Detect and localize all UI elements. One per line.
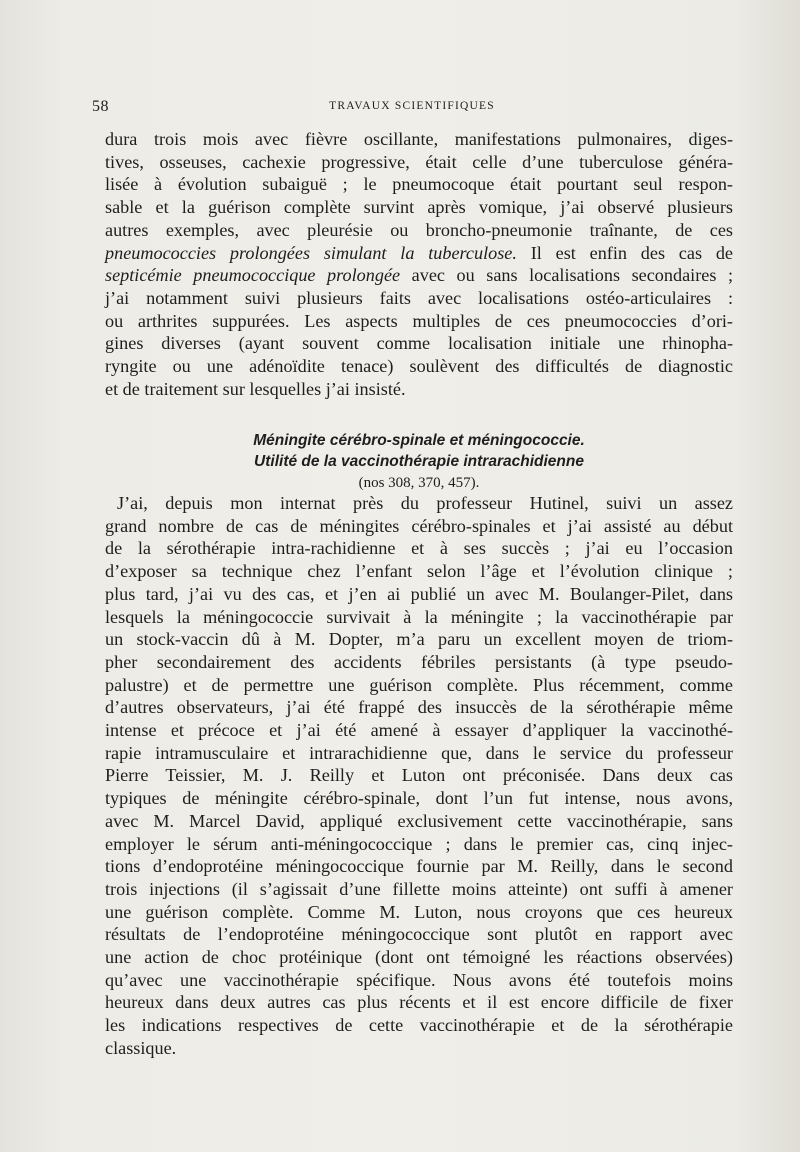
text-line: tions d’endoprotéine méningococcique fournie par M. Reilly, dans le second bbox=[105, 856, 733, 877]
paragraph-pneumococcies bbox=[105, 128, 733, 400]
text-fragment: avec ou sans localisations secondaires ; bbox=[400, 265, 734, 286]
text-line: trois injections (il s’agissait d’une fillette moins atteinte) ont suffi à amener bbox=[105, 878, 733, 899]
text-fragment: Il est enfin des cas de bbox=[516, 242, 733, 263]
section-title-line1: Méningite cérébro-spinale et méningococcie. bbox=[253, 432, 585, 449]
text-line: lisée à évolution subaiguë ; le pneumocoque était pourtant seul respon- bbox=[105, 174, 733, 195]
text-line: gines diverses (ayant souvent comme localisation initiale une rhinopha- bbox=[105, 333, 733, 354]
text-line: d’exposer sa technique chez l’enfant selon l’âge et l’évolution clinique ; bbox=[105, 561, 733, 582]
text-line: de la sérothérapie intra-rachidienne et à ses succès ; j’ai eu l’occasion bbox=[105, 538, 733, 559]
text-line: pher secondairement des accidents fébriles persistants (à type pseudo- bbox=[105, 651, 733, 672]
text-line: et de traitement sur lesquelles j’ai insisté. bbox=[105, 378, 406, 399]
text-line: ou arthrites suppurées. Les aspects multiples de ces pneumococcies d’ori- bbox=[105, 310, 733, 331]
text-line: heureux dans deux autres cas plus récents et il est encore difficile de fixer bbox=[105, 992, 733, 1013]
text-line bbox=[105, 242, 733, 265]
section-references: (nos 308, 370, 457). bbox=[358, 475, 480, 491]
italic-phrase: septicémie pneumococcique prolongée bbox=[105, 265, 401, 286]
text-line: qu’avec une vaccinothérapie spécifique. Nous avons été toutefois moins bbox=[105, 969, 733, 990]
text-line: j’ai notamment suivi plusieurs faits avec localisations ostéo-articulaires : bbox=[105, 287, 733, 308]
text-line: résultats de l’endoprotéine méningococcique sont plutôt en rapport avec bbox=[105, 924, 733, 945]
text-line: ryngite ou une adénoïdite tenace) soulèvent des difficultés de diagnostic bbox=[105, 356, 733, 377]
page-header bbox=[92, 98, 732, 118]
text-line: un stock-vaccin dû à M. Dopter, m’a paru un excellent moyen de triom- bbox=[105, 629, 733, 650]
text-line: typiques de méningite cérébro-spinale, dont l’un fut intense, nous avons, bbox=[105, 788, 733, 809]
text-line: grand nombre de cas de méningites cérébro-spinales et j’ai assisté au début bbox=[105, 515, 733, 536]
italic-phrase: pneumococcies prolongées simulant la tuberculose. bbox=[105, 242, 517, 263]
text-line: palustre) et de permettre une guérison complète. Plus récemment, comme bbox=[105, 674, 733, 695]
text-line: Pierre Teissier, M. J. Reilly et Luton ont préconisée. Dans deux cas bbox=[105, 765, 733, 786]
running-title: TRAVAUX SCIENTIFIQUES bbox=[329, 100, 495, 112]
text-line: employer le sérum anti-méningococcique ; dans le premier cas, cinq injec- bbox=[105, 833, 733, 854]
text-line: avec M. Marcel David, appliqué exclusivement cette vaccinothérapie, sans bbox=[105, 810, 733, 831]
text-line: sable et la guérison complète survint après vomique, j’ai observé plusieurs bbox=[105, 197, 733, 218]
text-line: lesquels la méningococcie survivait à la méningite ; la vaccinothérapie par bbox=[105, 606, 733, 627]
text-line: les indications respectives de cette vaccinothérapie et de la sérothérapie bbox=[105, 1015, 733, 1036]
text-line: classique. bbox=[105, 1037, 177, 1058]
text-line: intense et précoce et j’ai été amené à essayer d’appliquer la vaccinothé- bbox=[105, 720, 733, 741]
text-line: d’autres observateurs, j’ai été frappé des insuccès de la sérothérapie même bbox=[105, 697, 733, 718]
paragraph-meningite bbox=[105, 492, 733, 1060]
text-line: J’ai, depuis mon internat près du professeur Hutinel, suivi un assez bbox=[117, 493, 733, 513]
text-line: dura trois mois avec fièvre oscillante, manifestations pulmonaires, diges- bbox=[105, 129, 733, 149]
text-line: rapie intramusculaire et intrarachidienne que, dans le service du professeur bbox=[105, 742, 733, 763]
text-line: autres exemples, avec pleurésie ou broncho-pneumonie traînante, de ces bbox=[105, 219, 733, 240]
text-line: plus tard, j’ai vu des cas, et j’en ai publié un avec M. Boulanger-Pilet, dans bbox=[105, 583, 733, 604]
page-number: 58 bbox=[92, 98, 109, 115]
section-title-line2: Utilité de la vaccinothérapie intrarachidienne bbox=[254, 453, 584, 470]
text-line: tives, osseuses, cachexie progressive, était celle d’une tuberculose généra- bbox=[105, 151, 733, 172]
text-line: une action de choc protéinique (dont ont témoigné les réactions observées) bbox=[105, 947, 733, 968]
text-line: une guérison complète. Comme M. Luton, nous croyons que ces heureux bbox=[105, 901, 733, 922]
text-line bbox=[105, 264, 733, 287]
section-heading bbox=[105, 430, 733, 494]
